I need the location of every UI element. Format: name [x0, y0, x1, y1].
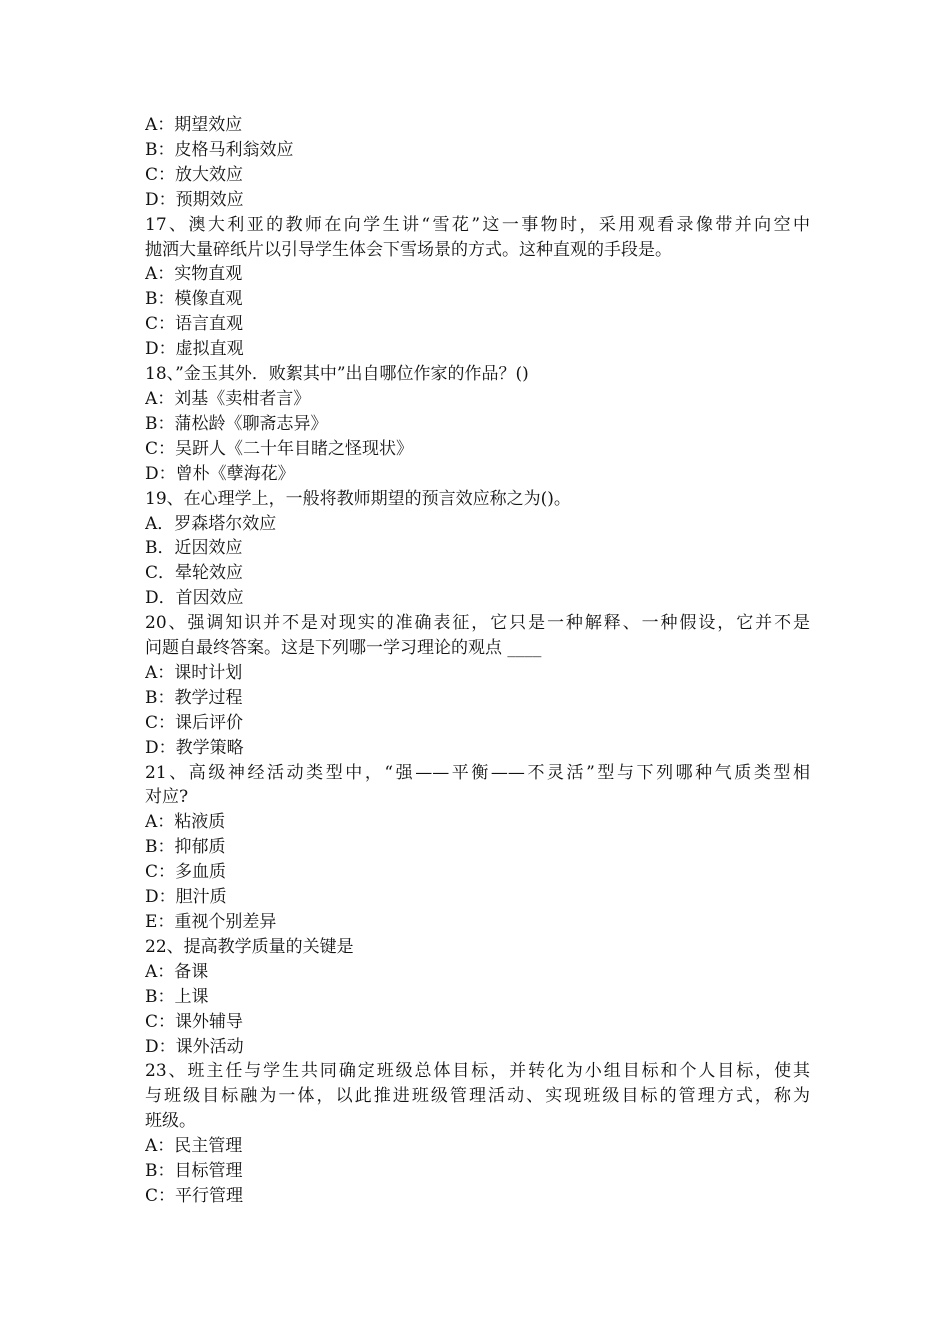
answer-option: D：预期效应 — [145, 189, 244, 210]
answer-option: B：蒲松龄《聊斋志异》 — [145, 413, 328, 434]
question-text — [145, 761, 810, 811]
answer-option: C：课后评价 — [145, 712, 244, 733]
answer-option: A：课时计划 — [145, 662, 243, 683]
question-line: 问题自最终答案。这是下列哪一学习理论的观点 ____ — [145, 638, 542, 659]
question-line: 22、提高教学质量的关键是 — [145, 936, 354, 957]
question-line: 抛洒大量碎纸片以引导学生体会下雪场景的方式。这种直观的手段是。 — [145, 239, 672, 260]
answer-option: A：期望效应 — [145, 115, 243, 135]
answer-option: C：吴趼人《二十年目睹之怪现状》 — [145, 438, 414, 459]
answer-option: A：民主管理 — [145, 1136, 243, 1157]
answer-option: C：课外辅导 — [145, 1011, 244, 1032]
question-line: 17、澳大利亚的教师在向学生讲“雪花”这一事物时，采用观看录像带并向空中 — [145, 214, 810, 235]
answer-option: C：语言直观 — [145, 314, 244, 335]
answer-option: B：上课 — [145, 986, 209, 1007]
question-line: 对应? — [145, 787, 189, 808]
answer-option: C．晕轮效应 — [145, 563, 244, 584]
question-text — [145, 611, 810, 661]
answer-option: B：抑郁质 — [145, 837, 226, 858]
answer-option: C：多血质 — [145, 862, 227, 883]
answer-option: B：皮格马利翁效应 — [145, 139, 294, 160]
answer-option: D：曾朴《孽海花》 — [145, 463, 295, 484]
question-line: 与班级目标融为一体，以此推进班级管理活动、实现班级目标的管理方式，称为 — [145, 1086, 810, 1107]
question-line: 21、高级神经活动类型中，“强——平衡——不灵活”型与下列哪种气质类型相 — [145, 762, 810, 783]
document-page — [145, 113, 810, 1209]
answer-option: C：放大效应 — [145, 164, 244, 185]
question-line: 19、在心理学上，一般将教师期望的预言效应称之为()。 — [145, 488, 571, 509]
answer-option: C：平行管理 — [145, 1185, 244, 1206]
answer-option: D：虚拟直观 — [145, 339, 244, 360]
answer-option: D：胆汁质 — [145, 887, 227, 908]
question-text — [145, 213, 810, 263]
answer-option: B．近因效应 — [145, 538, 243, 559]
answer-option: D：教学策略 — [145, 737, 244, 758]
question-line: 20、强调知识并不是对现实的准确表征，它只是一种解释、一种假设，它并不是 — [145, 613, 810, 634]
answer-option: D：课外活动 — [145, 1036, 244, 1057]
answer-option: A：备课 — [145, 961, 209, 982]
question-text — [145, 935, 810, 960]
answer-option: E：重视个别差异 — [145, 912, 277, 932]
answer-option: B：目标管理 — [145, 1161, 243, 1182]
question-text — [145, 362, 810, 387]
answer-option: B：教学过程 — [145, 687, 243, 708]
answer-option: A．罗森塔尔效应 — [145, 513, 277, 534]
answer-option: A：刘基《卖柑者言》 — [145, 388, 311, 409]
answer-option: D．首因效应 — [145, 588, 244, 609]
question-text — [145, 1059, 810, 1134]
question-line: 班级。 — [145, 1111, 196, 1132]
question-text — [145, 487, 810, 512]
question-line: 23、班主任与学生共同确定班级总体目标，并转化为小组目标和个人目标，使其 — [145, 1061, 810, 1082]
answer-option: A：实物直观 — [145, 264, 243, 285]
answer-option: A：粘液质 — [145, 812, 226, 833]
question-line: 18、”金玉其外．败絮其中”出自哪位作家的作品？() — [145, 364, 529, 385]
answer-option: B：模像直观 — [145, 289, 243, 310]
